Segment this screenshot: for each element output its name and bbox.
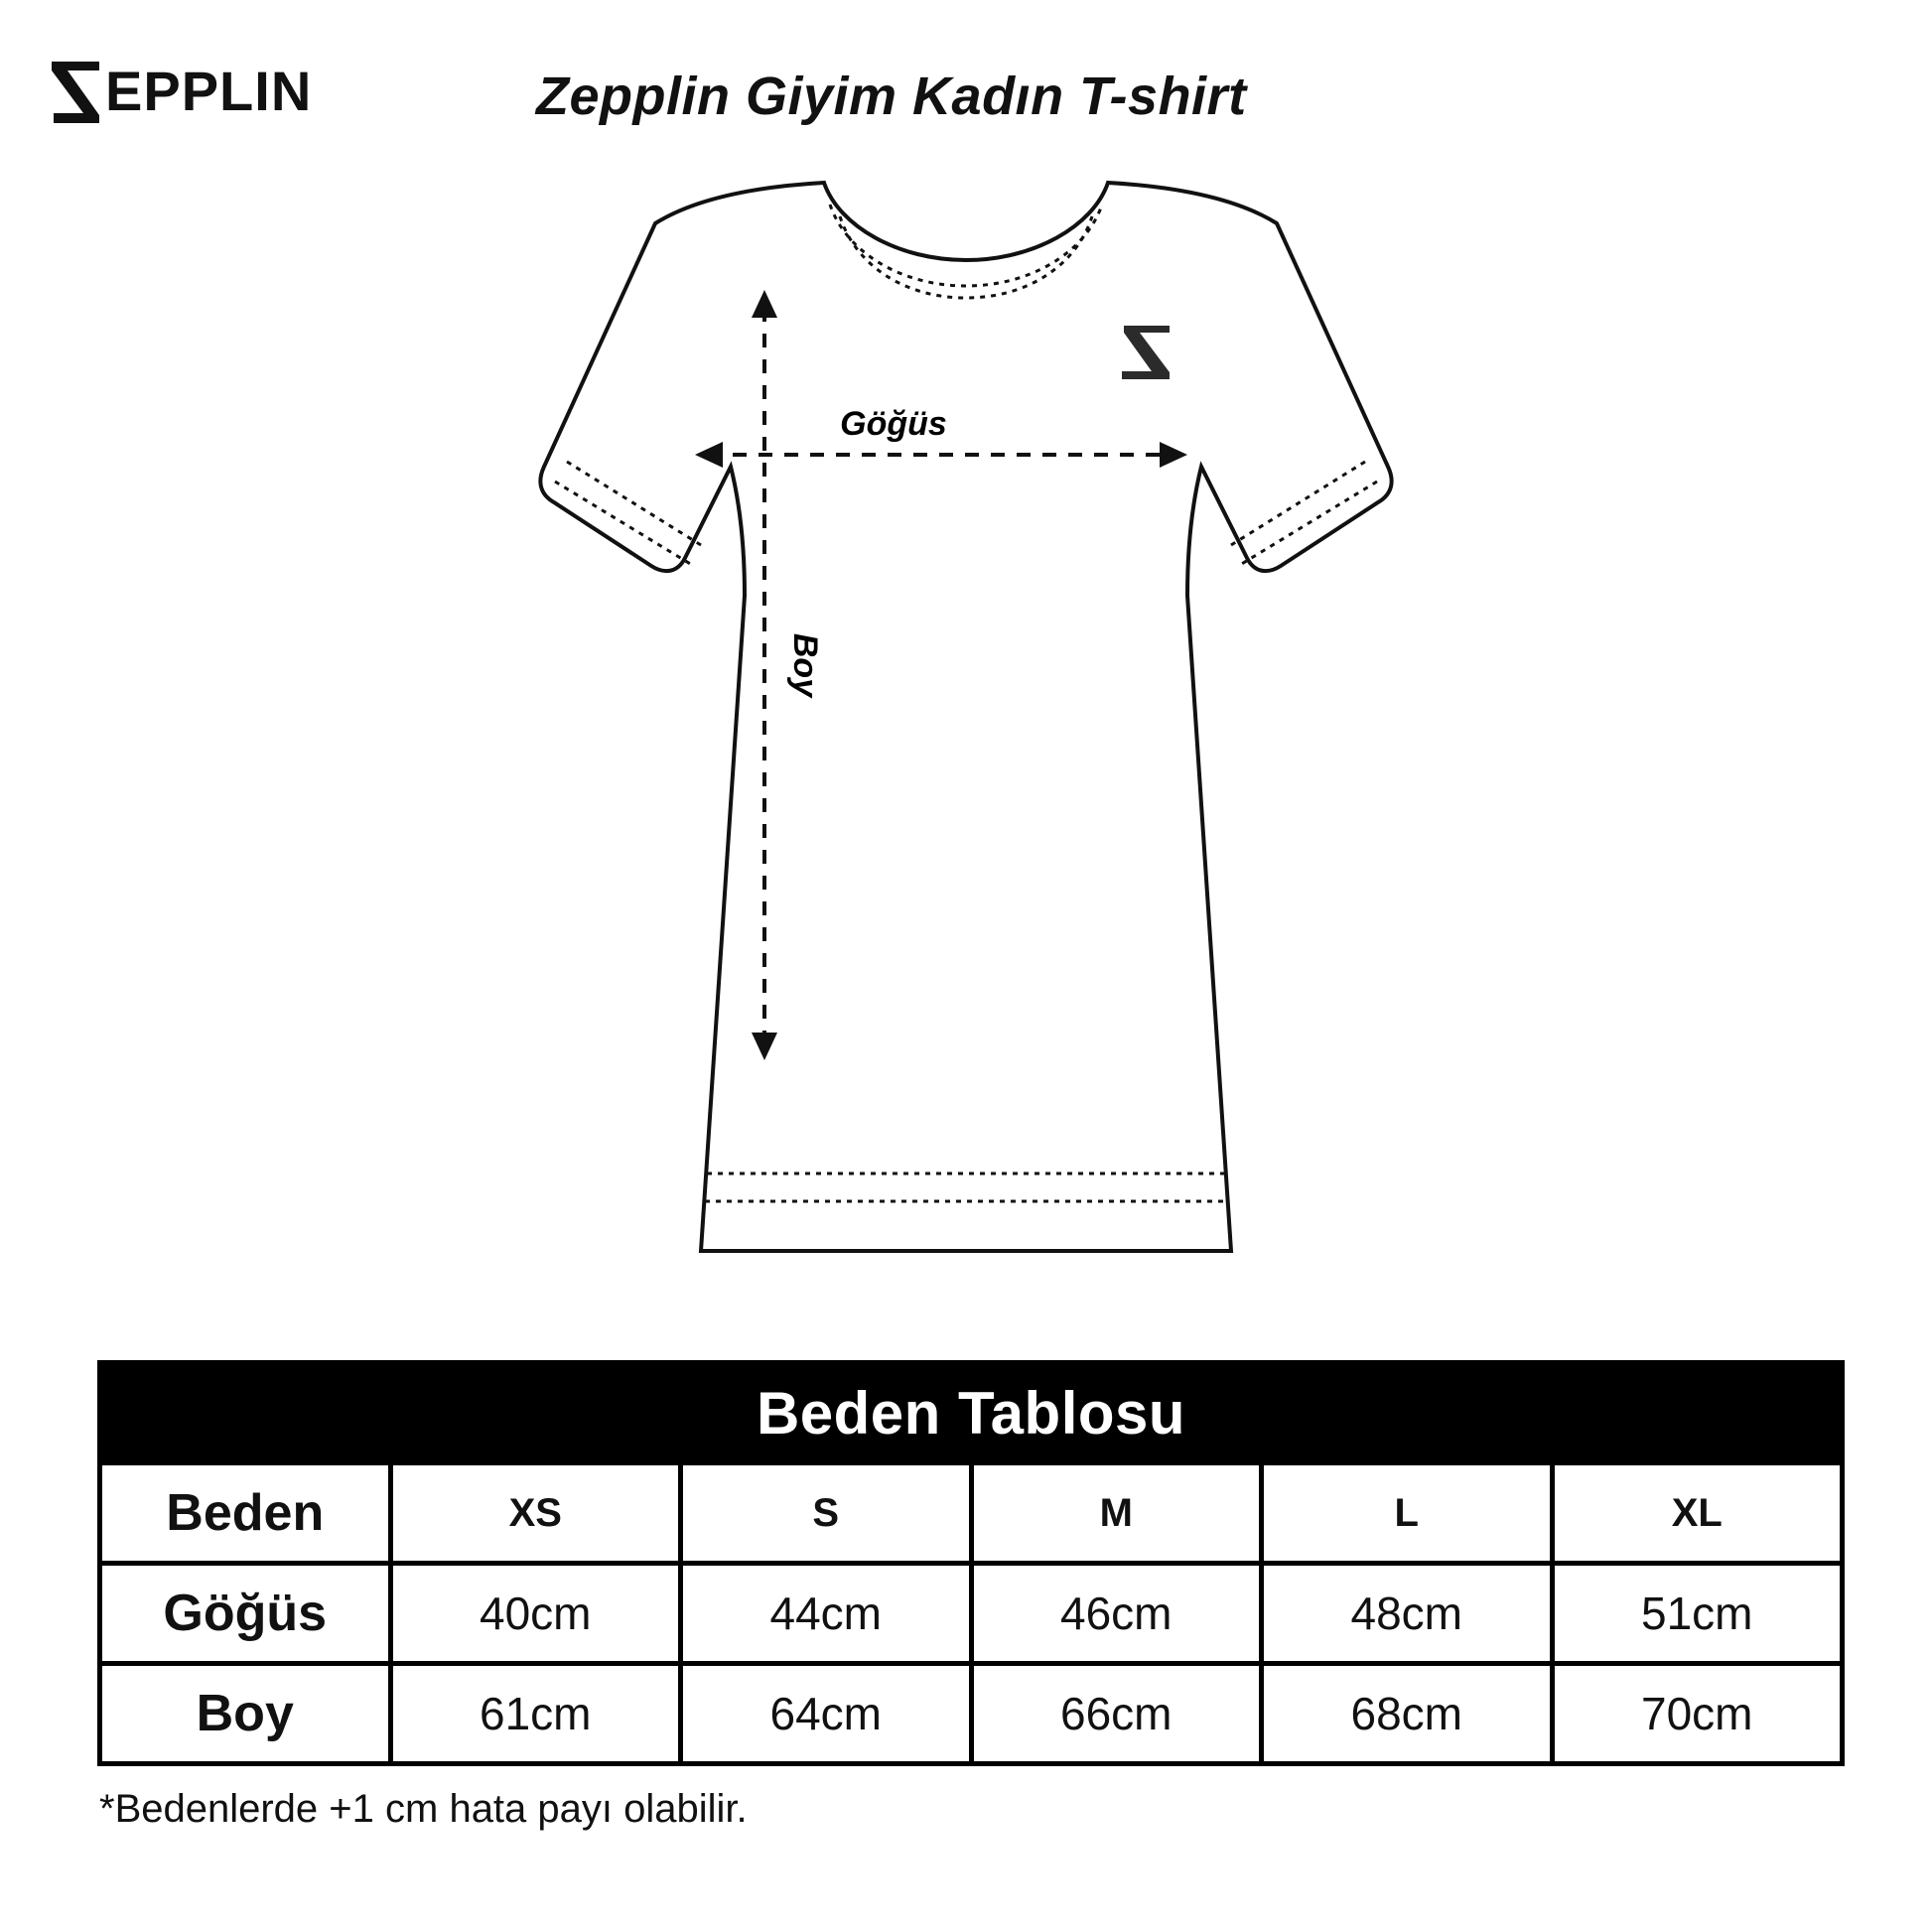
size-table	[97, 1360, 1845, 1766]
column-header-s: S	[681, 1463, 972, 1564]
column-header-l: L	[1262, 1463, 1553, 1564]
cell-gogus-xl: 51cm	[1552, 1564, 1843, 1664]
cell-boy-m: 66cm	[971, 1664, 1262, 1764]
cell-boy-s: 64cm	[681, 1664, 972, 1764]
table-title-row	[100, 1363, 1843, 1463]
page-title-bold: Kadın T-shirt	[912, 67, 1247, 126]
row-label-boy: Boy	[100, 1664, 391, 1764]
header	[0, 48, 1932, 157]
column-header-m: M	[971, 1463, 1262, 1564]
brand-name: EPPLIN	[105, 60, 313, 122]
cell-boy-xl: 70cm	[1552, 1664, 1843, 1764]
cell-boy-l: 68cm	[1262, 1664, 1553, 1764]
column-header-xs: XS	[390, 1463, 681, 1564]
tshirt-illustration	[0, 169, 1932, 1330]
cell-boy-xs: 61cm	[390, 1664, 681, 1764]
cell-gogus-s: 44cm	[681, 1564, 972, 1664]
zepplin-z-badge-icon	[1122, 326, 1170, 379]
table-row	[100, 1564, 1843, 1664]
length-dimension-label: Boy	[786, 632, 824, 698]
column-header-beden: Beden	[100, 1463, 391, 1564]
cell-gogus-l: 48cm	[1262, 1564, 1553, 1664]
zepplin-z-logo-icon	[48, 58, 103, 125]
column-header-xl: XL	[1552, 1463, 1843, 1564]
chest-dimension-label: Göğüs	[840, 405, 947, 443]
brand-logo	[48, 58, 312, 125]
table-row	[100, 1664, 1843, 1764]
page-title	[536, 68, 1247, 126]
table-header-row	[100, 1463, 1843, 1564]
size-table-container	[97, 1360, 1845, 1766]
page-title-light: Zepplin Giyim	[536, 67, 913, 126]
table-title: Beden Tablosu	[100, 1363, 1843, 1463]
cell-gogus-xs: 40cm	[390, 1564, 681, 1664]
tshirt-outline-icon	[0, 169, 1932, 1330]
cell-gogus-m: 46cm	[971, 1564, 1262, 1664]
row-label-gogus: Göğüs	[100, 1564, 391, 1664]
footnote: *Bedenlerde +1 cm hata payı olabilir.	[99, 1787, 748, 1831]
